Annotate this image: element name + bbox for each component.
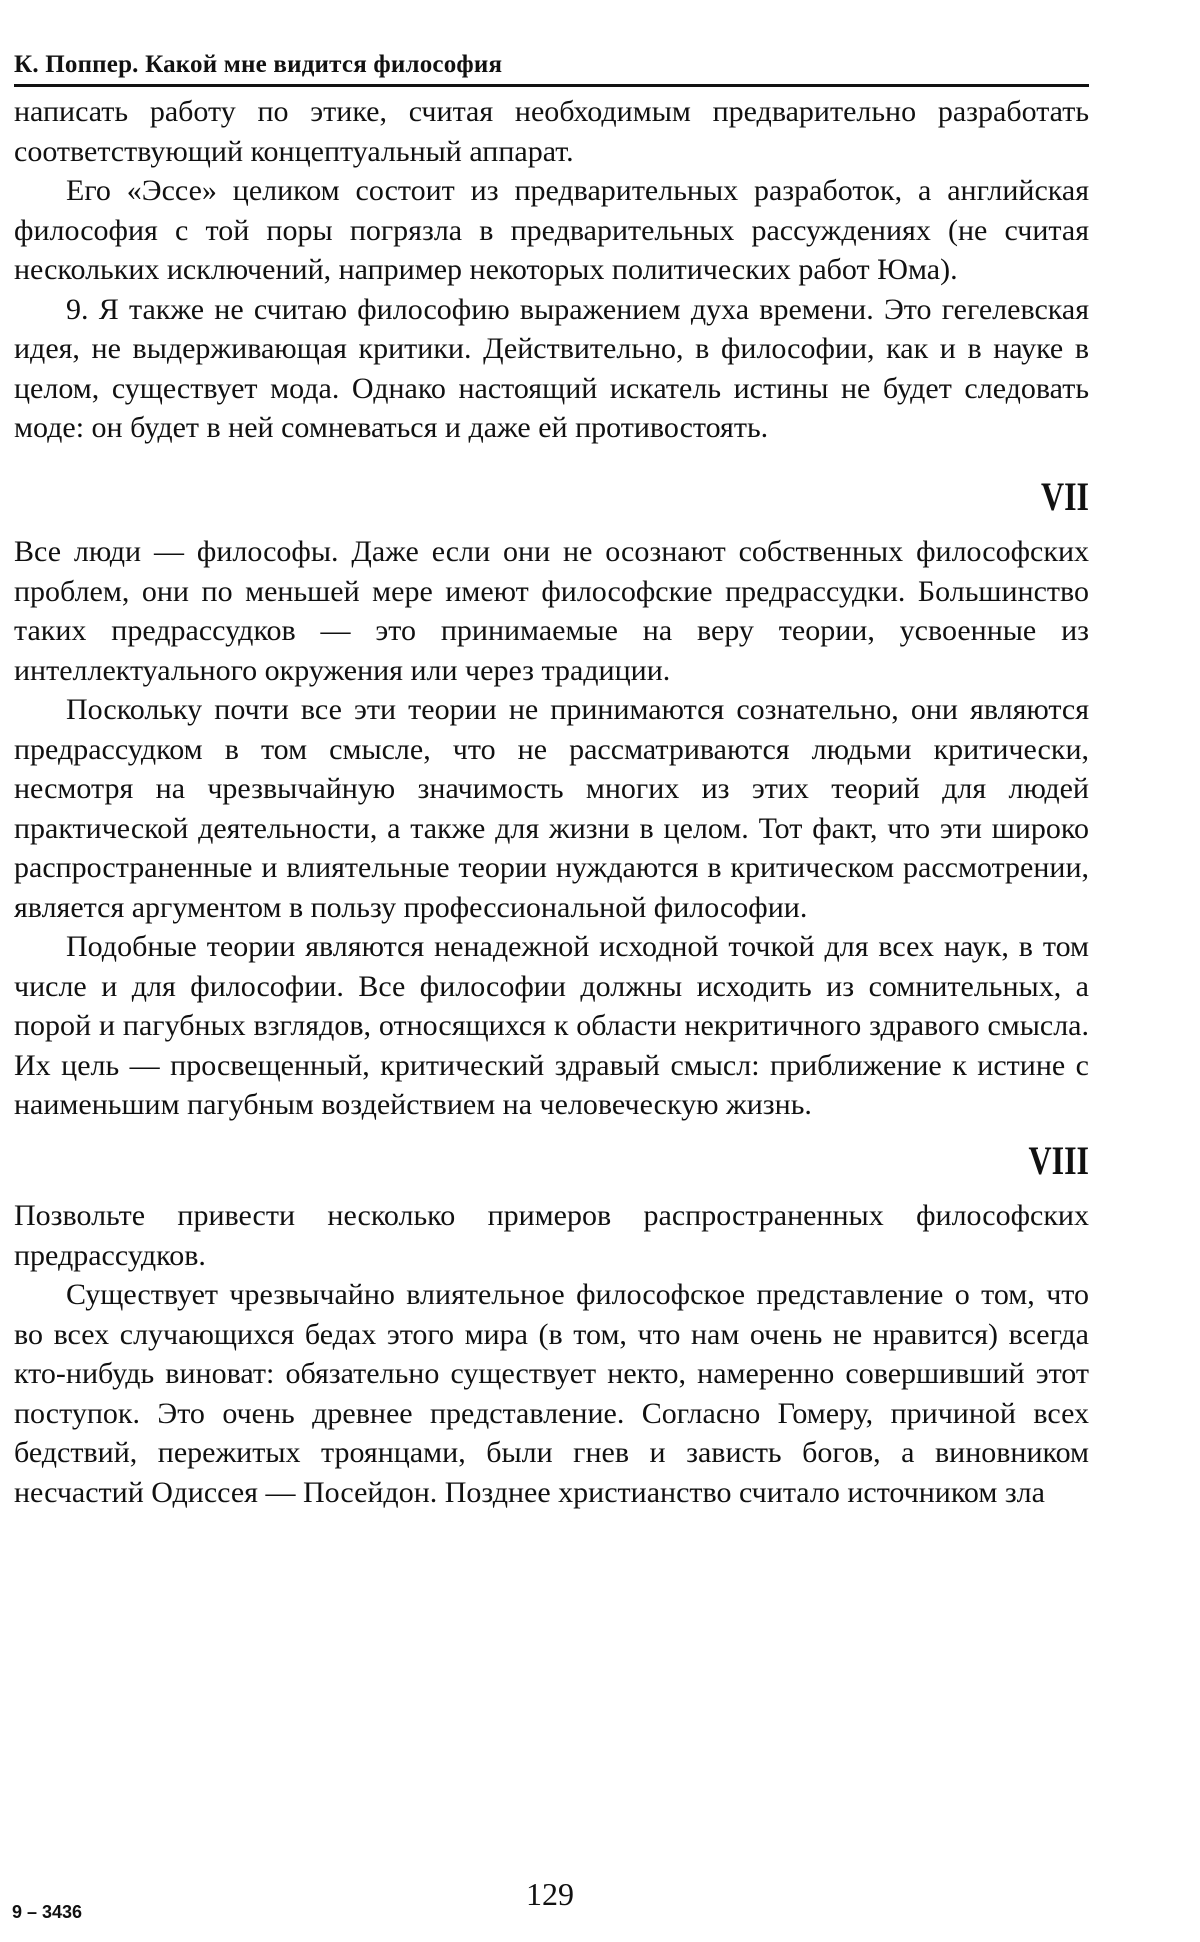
paragraph: Поскольку почти все эти теории не принимаются сознательно, они являются предрассудком в том смысле, что не рассматриваются людьми критически, несмотря на чрезвычайную значимость многих из этих теорий для людей практической деятельности, а также для жизни в целом. Тот факт, что эти широко распространенные и влиятельные теории нуждаются в критическом рассмотрении, является аргументом в пользу профессиональной философии. (14, 693, 1089, 924)
printer-signature: 9 – 3436 (12, 1902, 83, 1922)
paragraph: 9. Я также не считаю философию выражением духа времени. Это гегелевская идея, не выдерживающая критики. Действительно, в философии, как и в науке в целом, существует мода. Однако настоящий искатель истины не будет следовать моде: он будет в ней сомневаться и даже ей противостоять. (14, 292, 1089, 444)
paragraph: Позвольте привести несколько примеров распространенных философских предрассудков. (14, 1199, 1089, 1272)
paragraph: Существует чрезвычайно влиятельное философское представление о том, что во всех случающихся бедах этого мира (в том, что нам очень не нравится) всегда кто-нибудь виноват: обязательно существует некто, намеренно совершивший этот поступок. Это очень древнее представление. Согласно Гомеру, причиной всех бедствий, пережитых троянцами, были гнев и зависть богов, а виновником несчастий Одиссея — Посейдон. Позднее христианство считало источником зла (14, 1278, 1089, 1509)
paragraph: Подобные теории являются ненадежной исходной точкой для всех наук, в том числе и для философии. Все философии должны исходить из сомнительных, а порой и пагубных взглядов, относящихся к области некритичного здравого смысла. Их цель — просвещенный, критический здравый смысл: приближение к истине с наименьшим пагубным воздействием на человеческую жизнь. (14, 930, 1089, 1121)
paragraph: Все люди — философы. Даже если они не осознают собственных философских проблем, они по меньшей мере имеют философские предрассудки. Большинство таких предрассудков — это принимаемые на веру теории, усвоенные из интеллектуального окружения или через традиции. (14, 535, 1089, 687)
paragraph: написать работу по этике, считая необходимым предварительно разработать соответствующий концептуальный аппарат. (14, 95, 1089, 168)
page-number: 129 (526, 1876, 574, 1912)
section-viii-text (14, 1196, 1089, 1512)
text-block-continuation (14, 92, 1089, 448)
section-number-viii: VIII (1028, 1138, 1089, 1183)
section-number-vii: VII (1040, 474, 1089, 519)
section-vii-text (14, 532, 1089, 1125)
running-head: К. Поппер. Какой мне видится философия (14, 50, 1089, 87)
paragraph: Его «Эссе» целиком состоит из предварительных разработок, а английская философия с той поры погрязла в предварительных рассуждениях (не считая нескольких исключений, например некоторых политических работ Юма). (14, 174, 1089, 286)
